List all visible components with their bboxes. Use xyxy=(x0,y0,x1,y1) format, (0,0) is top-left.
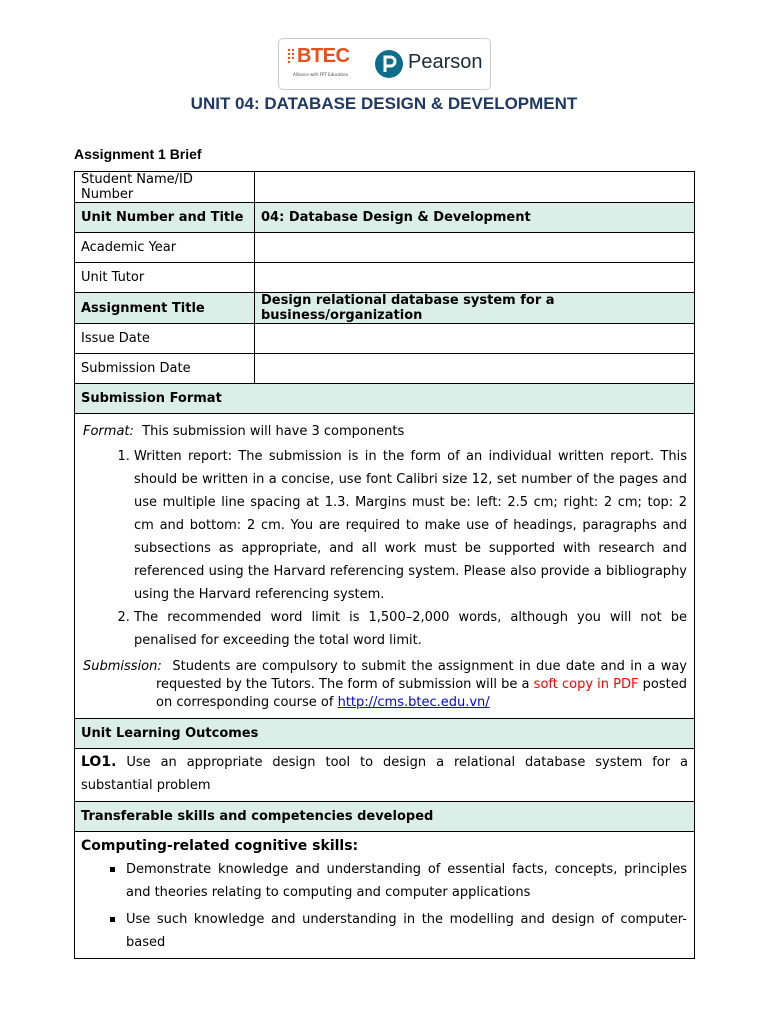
submission-label: Submission: xyxy=(83,659,162,674)
row-unit-number-title xyxy=(75,203,695,233)
format-label: Format: xyxy=(83,424,134,439)
value-issue-date[interactable] xyxy=(255,324,695,354)
skill-text: Demonstrate knowledge and understanding of essential facts, concepts, principles and theories relating to computing and computer applications xyxy=(126,862,687,900)
assignment-brief-title: Assignment 1 Brief xyxy=(74,146,202,162)
skills-heading: Transferable skills and competencies developed xyxy=(75,802,695,832)
skills-list xyxy=(81,858,687,954)
submission-paragraph xyxy=(83,658,687,712)
label-assignment-title: Assignment Title xyxy=(75,293,255,324)
submission-format-heading: Submission Format xyxy=(75,384,695,414)
pearson-logo-icon xyxy=(375,50,403,78)
learning-outcomes-heading: Unit Learning Outcomes xyxy=(75,719,695,749)
lo1-code: LO1. xyxy=(81,754,117,770)
label-issue-date: Issue Date xyxy=(75,324,255,354)
soft-copy-highlight: soft copy in PDF xyxy=(533,677,639,692)
row-submission-format-content xyxy=(75,414,695,719)
list-item: 1. Written report: The submission is in the form of an individual written report. This should be written in a concise, use font Calibri size 12, set number of the pages and use multiple line spacing at 1.3. Margins must be: left: 2.5 cm; right: 2 cm; top: 2 cm and bottom: 2 cm. You are required to make use of headings, paragraphs and subsections as appropriate, and all work must be supported with research and referenced using the Harvard referencing system. Please also provide a bibliography using the Harvard referencing system. xyxy=(134,445,687,606)
bullet-icon xyxy=(110,867,115,872)
list-item xyxy=(126,908,687,954)
value-submission-date[interactable] xyxy=(255,354,695,384)
cms-link[interactable]: http://cms.btec.edu.vn/ xyxy=(337,695,490,710)
row-lo1 xyxy=(75,749,695,802)
btec-wordmark: BTEC xyxy=(297,45,350,67)
bullet-icon xyxy=(110,917,115,922)
row-assignment-title xyxy=(75,293,695,324)
list-item xyxy=(126,858,687,904)
submission-text-2: posted on corresponding course of xyxy=(156,677,687,710)
label-academic-year: Academic Year xyxy=(75,233,255,263)
row-submission-date xyxy=(75,354,695,384)
value-assignment-title: Design relational database system for a business/organization xyxy=(255,293,695,324)
row-skills-content xyxy=(75,832,695,959)
row-issue-date xyxy=(75,324,695,354)
value-unit-number-title: 04: Database Design & Development xyxy=(255,203,695,233)
skills-content xyxy=(75,832,695,959)
lo1-text: Use an appropriate design tool to design a relational database system for a substantial problem xyxy=(81,755,688,793)
format-line xyxy=(83,420,687,443)
logo-banner xyxy=(278,38,491,90)
row-skills-heading xyxy=(75,802,695,832)
submission-format-content xyxy=(75,414,695,719)
pearson-wordmark: Pearson xyxy=(408,51,483,73)
list-item: 2. The recommended word limit is 1,500–2,000 words, although you will not be penalised for exceeding the total word limit. xyxy=(134,606,687,652)
row-submission-format-heading xyxy=(75,384,695,414)
skill-text: Use such knowledge and understanding in the modelling and design of computer-based xyxy=(126,912,687,950)
label-unit-number-title: Unit Number and Title xyxy=(75,203,255,233)
row-unit-tutor xyxy=(75,263,695,293)
label-student-name: Student Name/ID Number xyxy=(75,172,255,203)
row-learning-outcomes-heading xyxy=(75,719,695,749)
label-unit-tutor: Unit Tutor xyxy=(75,263,255,293)
skills-subheading: Computing-related cognitive skills: xyxy=(81,838,359,854)
row-student-name xyxy=(75,172,695,203)
btec-tagline: Alliance with FPT Education xyxy=(293,72,349,77)
requirements-list xyxy=(83,445,687,652)
row-academic-year xyxy=(75,233,695,263)
format-text: This submission will have 3 components xyxy=(142,424,405,439)
btec-dots-icon xyxy=(287,48,296,64)
value-academic-year[interactable] xyxy=(255,233,695,263)
value-student-name[interactable] xyxy=(255,172,695,203)
assignment-brief-table xyxy=(74,171,695,959)
label-submission-date: Submission Date xyxy=(75,354,255,384)
btec-logo xyxy=(287,45,357,85)
lo1-content xyxy=(75,749,695,802)
submission-text-1: Students are compulsory to submit the assignment in due date and in a way requested by the Tutors. The form of submission will be a xyxy=(156,659,687,692)
unit-title: UNIT 04: DATABASE DESIGN & DEVELOPMENT xyxy=(190,94,578,113)
value-unit-tutor[interactable] xyxy=(255,263,695,293)
